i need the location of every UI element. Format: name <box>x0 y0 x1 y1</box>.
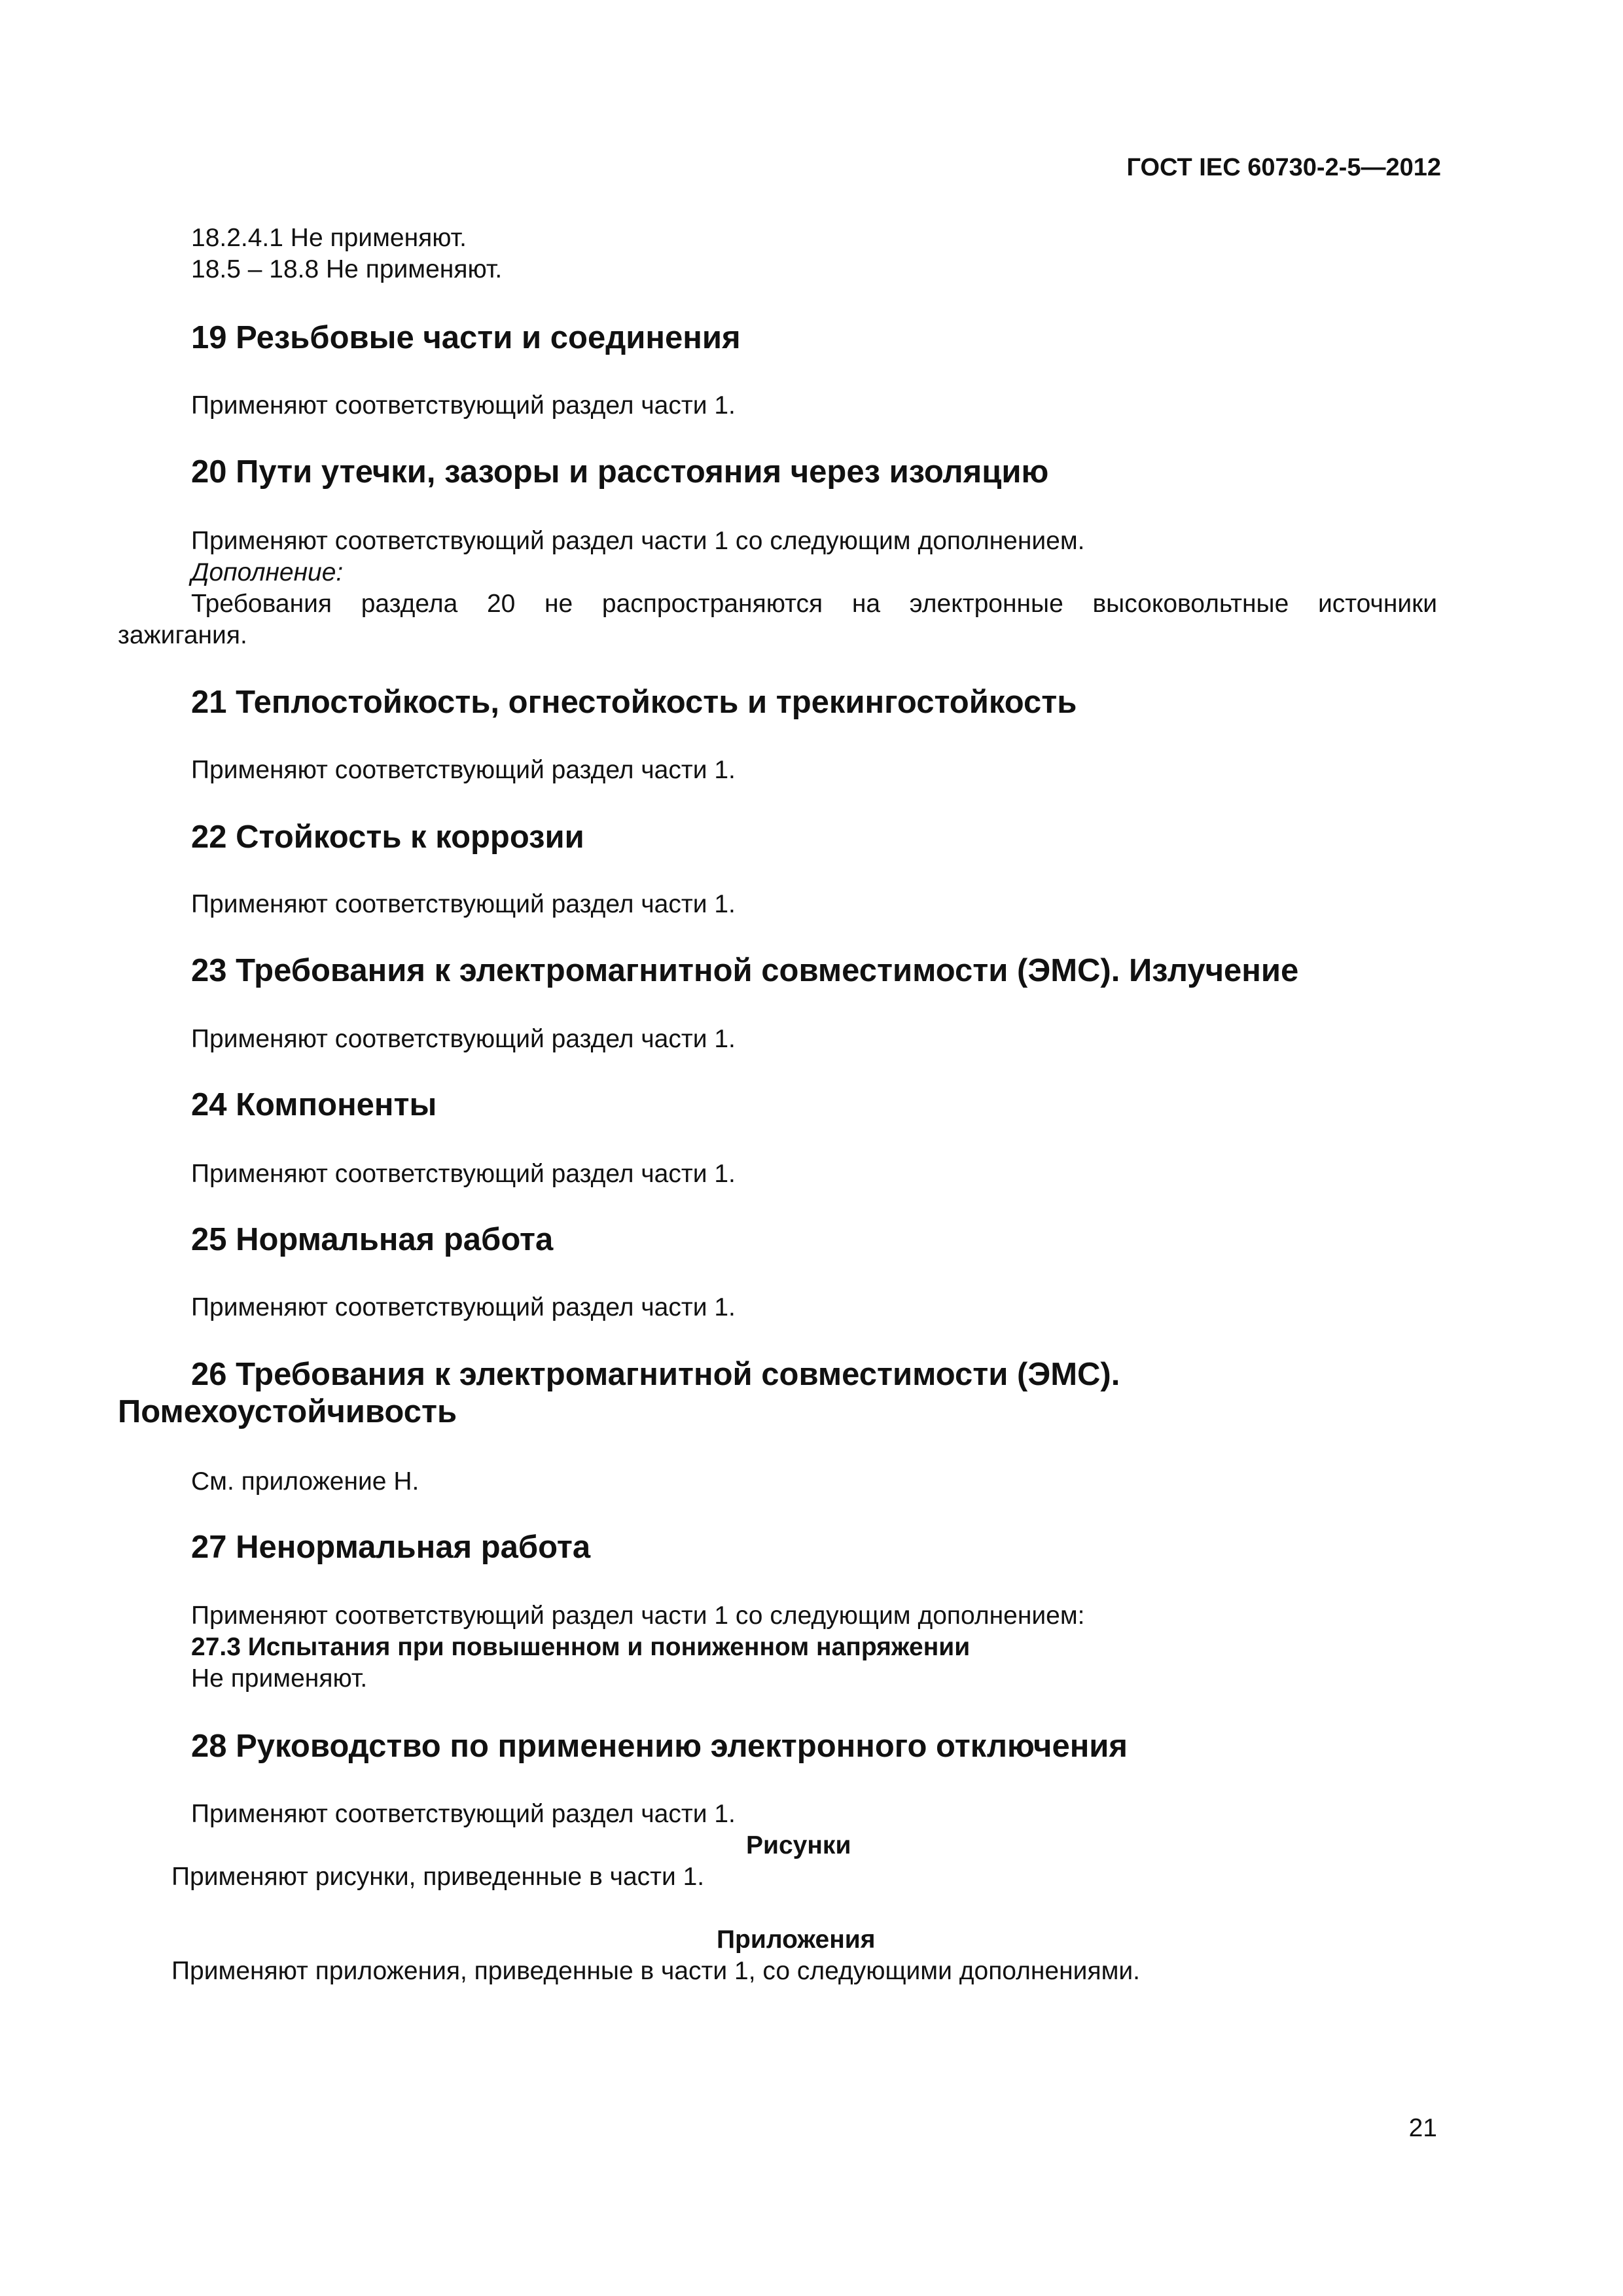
subsection-27-3-heading: 27.3 Испытания при повышенном и пониженном напряжении <box>191 1633 971 1661</box>
section-27-heading: 27 Ненормальная работа <box>191 1530 591 1565</box>
document-header: ГОСТ IEC 60730-2-5—2012 <box>1126 154 1441 181</box>
figures-body: Применяют рисунки, приведенные в части 1. <box>171 1863 705 1891</box>
section-20-body: Применяют соответствующий раздел части 1 со следующим дополнением. <box>191 527 1085 555</box>
section-25-heading: 25 Нормальная работа <box>191 1222 554 1257</box>
section-20-addition-text-cont: зажигания. <box>118 621 247 649</box>
section-21-body: Применяют соответствующий раздел части 1. <box>191 756 736 784</box>
section-20-addition-label: Дополнение: <box>191 558 344 586</box>
section-19-body: Применяют соответствующий раздел части 1. <box>191 391 736 420</box>
section-21-heading: 21 Теплостойкость, огнестойкость и трекингостойкость <box>191 685 1077 720</box>
section-20-addition-text: Требования раздела 20 не распространяются на электронные высоковольтные источники <box>191 590 1437 618</box>
section-27-body: Применяют соответствующий раздел части 1 со следующим дополнением: <box>191 1602 1085 1630</box>
section-26-body: См. приложение H. <box>191 1467 419 1496</box>
section-23-heading: 23 Требования к электромагнитной совместимости (ЭМС). Излучение <box>191 953 1299 988</box>
section-24-heading: 24 Компоненты <box>191 1087 437 1122</box>
preface-line: 18.2.4.1 Не применяют. <box>191 224 467 252</box>
annexes-title: Приложения <box>717 1926 876 1954</box>
section-28-body: Применяют соответствующий раздел части 1. <box>191 1800 736 1828</box>
section-23-body: Применяют соответствующий раздел части 1. <box>191 1025 736 1053</box>
section-22-heading: 22 Стойкость к коррозии <box>191 819 584 855</box>
subsection-27-3-body: Не применяют. <box>191 1664 368 1693</box>
figures-title: Рисунки <box>746 1831 851 1859</box>
section-24-body: Применяют соответствующий раздел части 1. <box>191 1160 736 1188</box>
page-number: 21 <box>1408 2114 1437 2142</box>
section-22-body: Применяют соответствующий раздел части 1. <box>191 890 736 918</box>
section-25-body: Применяют соответствующий раздел части 1. <box>191 1293 736 1321</box>
preface-line: 18.5 – 18.8 Не применяют. <box>191 255 503 283</box>
section-28-heading: 28 Руководство по применению электронного отключения <box>191 1729 1128 1764</box>
section-26-heading: 26 Требования к электромагнитной совместимости (ЭМС). <box>191 1357 1120 1392</box>
section-20-heading: 20 Пути утечки, зазоры и расстояния через изоляцию <box>191 454 1049 490</box>
section-26-heading-cont: Помехоустойчивость <box>118 1394 457 1429</box>
annexes-body: Применяют приложения, приведенные в части 1, со следующими дополнениями. <box>171 1957 1141 1985</box>
section-19-heading: 19 Резьбовые части и соединения <box>191 320 741 355</box>
